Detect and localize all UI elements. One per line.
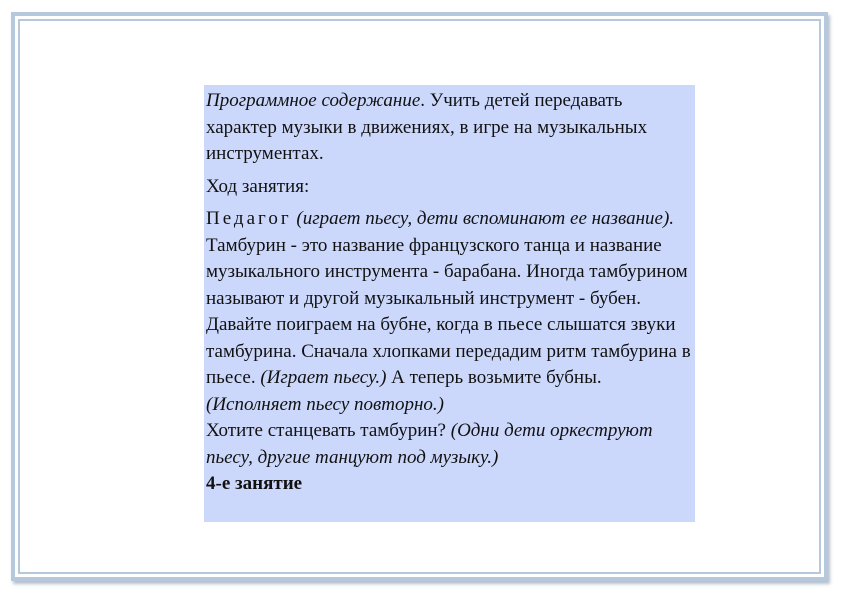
play-text-a: Давайте поиграем на бубне, когда в пьесе слышатся звуки тамбурина. Сначала хлопками передадим ритм тамбурина в пьесе. (206, 314, 691, 388)
text-block (204, 85, 695, 522)
program-content-paragraph (206, 88, 693, 168)
teacher-paragraph (206, 206, 693, 312)
teacher-text: Тамбурин - это название французского танца и название музыкального инструмента - барабана. Иногда тамбурином называют и другой музыкальный инструмент - бубен. (206, 234, 688, 309)
program-content-text: . Учить детей передавать характер музыки в движениях, в игре на музыкальных инструментах. (206, 90, 648, 164)
play-paragraph (206, 312, 693, 418)
dance-text: Хотите станцевать тамбурин? (206, 420, 451, 441)
play-direction-2: (Исполняет пьесу повторно.) (206, 393, 444, 415)
dance-paragraph (206, 418, 693, 471)
next-lesson-heading: 4-е занятие (206, 473, 303, 494)
teacher-label: Педагог (206, 208, 292, 229)
play-text-b: А теперь возьмите бубны. (386, 367, 602, 388)
lesson-course-heading: Ход занятия: (206, 175, 310, 197)
play-direction-1: (Играет пьесу.) (260, 367, 387, 388)
teacher-stage-direction: (играет пьесу, дети вспоминают ее название). (296, 208, 675, 229)
program-content-label: Программное содержание (206, 90, 421, 111)
dance-direction: (Одни дети оркеструют пьесу, другие танцуют под музыку.) (206, 420, 653, 468)
